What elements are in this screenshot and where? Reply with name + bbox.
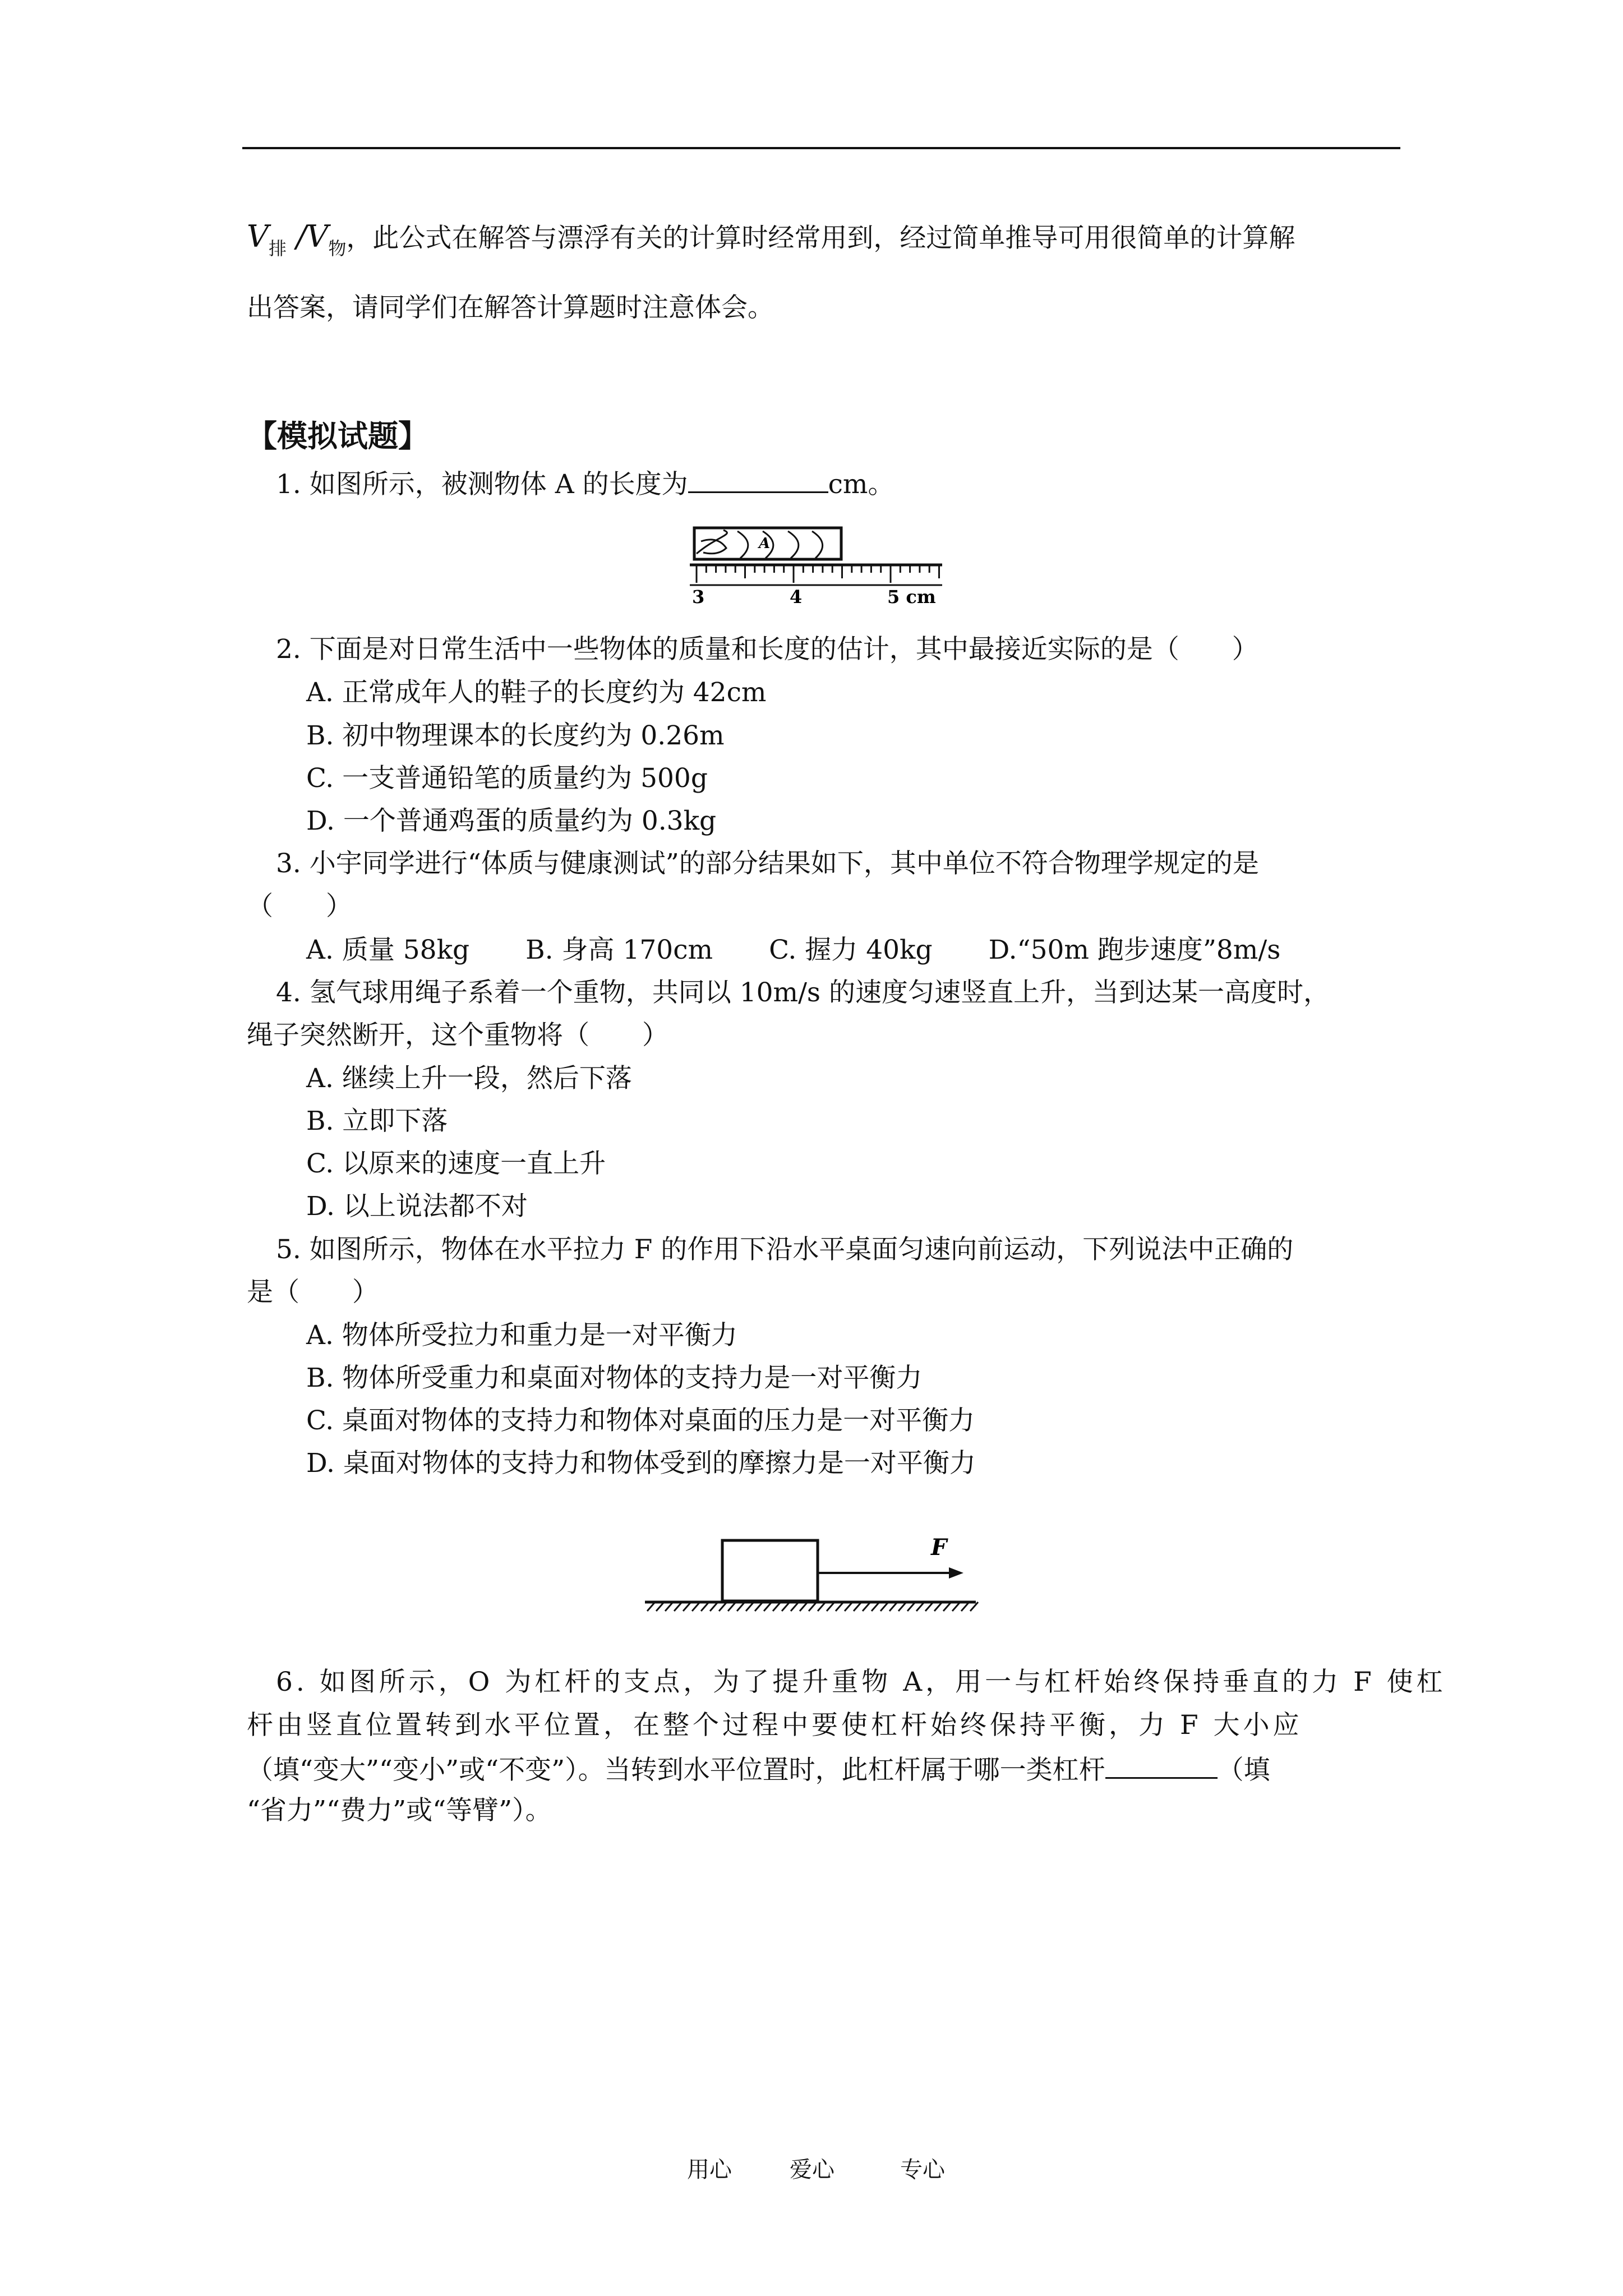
tick-label-4: 4 [790, 586, 803, 608]
q2-option-c: C. 一支普通铅笔的质量约为 500g [306, 763, 708, 794]
footer-text-1: 用心 [687, 2157, 732, 2183]
tick-label-3: 3 [692, 586, 705, 608]
footer-text-2: 爱心 [790, 2157, 834, 2183]
question-6-line-1: 6. 如图所示，O 为杠杆的支点，为了提升重物 A，用一与杠杆始终保持垂直的力 F 使杠 [276, 1667, 1446, 1697]
q3-option-b: B. 身高 170cm [525, 935, 713, 965]
q3-option-c: C. 握力 40kg [769, 935, 933, 965]
tick-label-5: 5 cm [887, 586, 936, 608]
object-a-label: A [759, 535, 771, 552]
q4-option-b: B. 立即下落 [306, 1106, 448, 1137]
question-3-paren: （ ） [247, 891, 352, 922]
q3-option-a: A. 质量 58kg [306, 935, 470, 965]
q3-option-d: D.“50m 跑步速度”8m/s [988, 935, 1281, 965]
q2-option-d: D. 一个普通鸡蛋的质量约为 0.3kg [306, 806, 717, 836]
q3-options [306, 933, 1280, 967]
q5-option-b: B. 物体所受重力和桌面对物体的支持力是一对平衡力 [306, 1363, 923, 1393]
block [722, 1540, 818, 1601]
intro-line-1: $V_排$ $/V_物$，此公式在解答与漂浮有关的计算时经常用到，经过简单推导可用很简单的计算解 [247, 219, 1295, 259]
q5-option-c: C. 桌面对物体的支持力和物体对桌面的压力是一对平衡力 [306, 1405, 975, 1436]
question-5: 5. 如图所示，物体在水平拉力 F 的作用下沿水平桌面匀速向前运动，下列说法中正确的 [276, 1234, 1294, 1265]
q4-option-c: C. 以原来的速度一直上升 [306, 1148, 606, 1179]
q4-option-a: A. 继续上升一段，然后下落 [306, 1063, 632, 1094]
answer-blank [1105, 1751, 1218, 1779]
question-2: 2. 下面是对日常生活中一些物体的质量和长度的估计，其中最接近实际的是（ ） [276, 634, 1258, 665]
question-6-line-4: “省力”“费力”或“等臂”）。 [247, 1795, 552, 1826]
question-6-line-2: 杆由竖直位置转到水平位置，在整个过程中要使杠杆始终保持平衡，力 F 大小应 [247, 1710, 1303, 1741]
formula: $V_排$ $/V_物$ [247, 219, 347, 259]
q4-option-d: D. 以上说法都不对 [306, 1191, 528, 1222]
block-force-figure [639, 1520, 987, 1616]
force-label: F [931, 1534, 947, 1561]
ruler-figure [684, 519, 953, 611]
q2-option-b: B. 初中物理课本的长度约为 0.26m [306, 720, 725, 751]
q5-option-d: D. 桌面对物体的支持力和物体受到的摩擦力是一对平衡力 [306, 1448, 976, 1479]
q2-option-a: A. 正常成年人的鞋子的长度约为 42cm [306, 677, 767, 708]
question-5-cont: 是（ ） [247, 1277, 379, 1308]
question-4-cont: 绳子突然断开，这个重物将（ ） [247, 1020, 668, 1051]
section-title: 【模拟试题】 [247, 418, 428, 454]
question-6-line-3: （填“变大”“变小”或“不变”）。当转到水平位置时，此杠杆属于哪一类杠杆 （填 [247, 1751, 1270, 1787]
answer-blank [688, 466, 828, 493]
header-rule [242, 147, 1400, 149]
ruler-ticks [697, 565, 939, 583]
question-3: 3. 小宇同学进行“体质与健康测试”的部分结果如下，其中单位不符合物理学规定的是 [276, 848, 1259, 879]
question-1: 1. 如图所示，被测物体 A 的长度为 cm。 [276, 466, 895, 501]
intro-line-2: 出答案，请同学们在解答计算题时注意体会。 [247, 292, 774, 323]
q5-option-a: A. 物体所受拉力和重力是一对平衡力 [306, 1320, 737, 1351]
force-arrowhead [949, 1567, 963, 1579]
footer-text-3: 专心 [900, 2157, 945, 2183]
question-4: 4. 氢气球用绳子系着一个重物，共同以 10m/s 的速度匀速竖直上升，当到达某一高度时， [276, 977, 1330, 1008]
